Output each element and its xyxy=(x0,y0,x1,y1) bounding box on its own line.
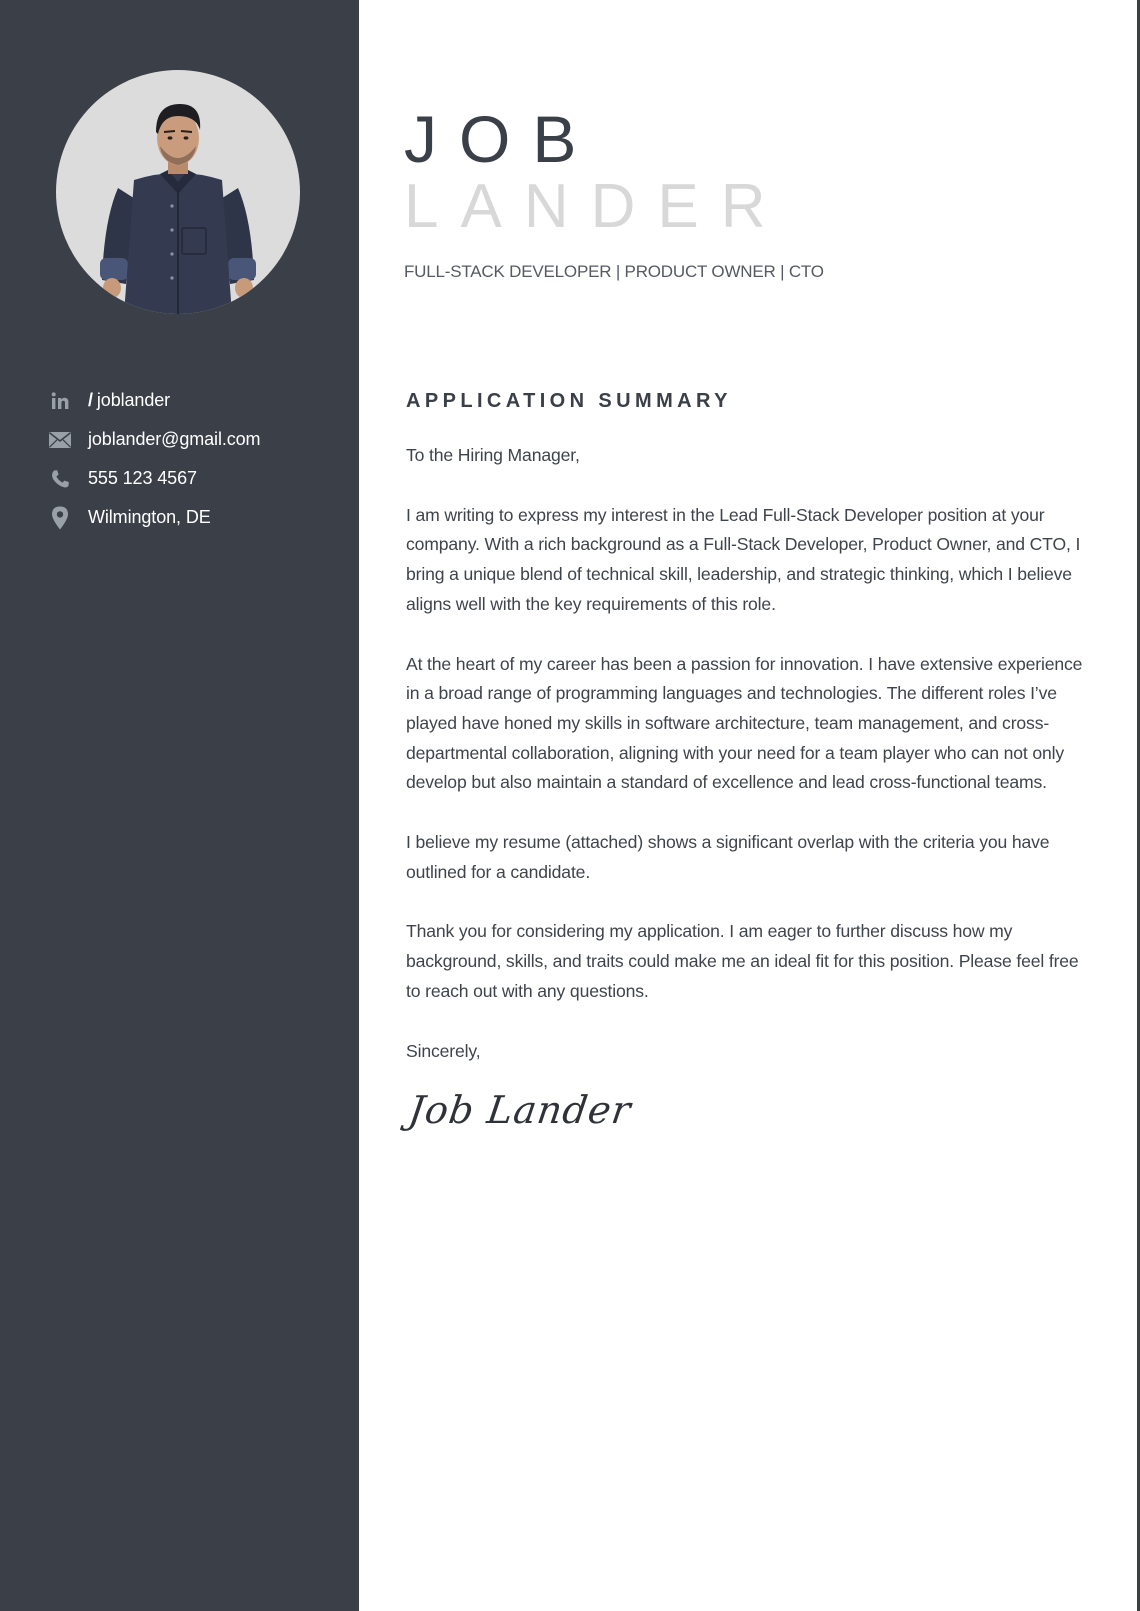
sidebar xyxy=(0,0,359,1611)
contact-list xyxy=(48,381,260,537)
linkedin-icon xyxy=(48,389,72,413)
location-text: Wilmington, DE xyxy=(88,507,211,527)
phone-text: 555 123 4567 xyxy=(88,468,197,488)
envelope-icon xyxy=(48,428,72,452)
contact-phone[interactable] xyxy=(48,459,260,498)
section-title: APPLICATION SUMMARY xyxy=(406,390,732,412)
header xyxy=(404,104,824,282)
letter-body xyxy=(406,390,1086,1132)
phone-icon xyxy=(48,467,72,491)
job-subtitle: FULL-STACK DEVELOPER | PRODUCT OWNER | CTO xyxy=(404,262,824,281)
contact-email[interactable] xyxy=(48,420,260,459)
greeting: To the Hiring Manager, xyxy=(406,445,580,465)
paragraph: Thank you for considering my application. I am eager to further discuss how my background, skills, and traits could make me an ideal fit for this position. Please feel free to reach out with any questions. xyxy=(406,921,1079,1001)
paragraph: I am writing to express my interest in the Lead Full-Stack Developer position at your company. With a rich background as a Full-Stack Developer, Product Owner, and CTO, I bring a unique blend of technical skill, leadership, and strategic thinking, which I believe aligns well with the key requirements of this role. xyxy=(406,504,1081,614)
map-pin-icon xyxy=(48,506,72,530)
closing: Sincerely, xyxy=(406,1040,481,1061)
email-text: joblander@gmail.com xyxy=(88,429,261,449)
first-name: JOB xyxy=(404,102,599,176)
linkedin-prefix: / xyxy=(88,390,93,410)
signature: Job Lander xyxy=(406,1088,635,1133)
paragraph: At the heart of my career has been a passion for innovation. I have extensive experience in a broad range of programming languages and technologies. The different roles I’ve played have honed my skills in software architecture, team management, and cross-departmental collaboration, aligning with your need for a team player who can not only develop but also maintain a standard of excellence and lead cross-functional teams. xyxy=(406,653,1083,793)
avatar xyxy=(56,70,300,314)
paragraph: I believe my resume (attached) shows a significant overlap with the criteria you have outlined for a candidate. xyxy=(406,832,1050,882)
contact-location[interactable] xyxy=(48,498,260,537)
person-illustration xyxy=(56,70,300,314)
contact-linkedin[interactable] xyxy=(48,381,260,420)
linkedin-handle: joblander xyxy=(96,390,171,410)
last-name: LANDER xyxy=(404,172,788,241)
